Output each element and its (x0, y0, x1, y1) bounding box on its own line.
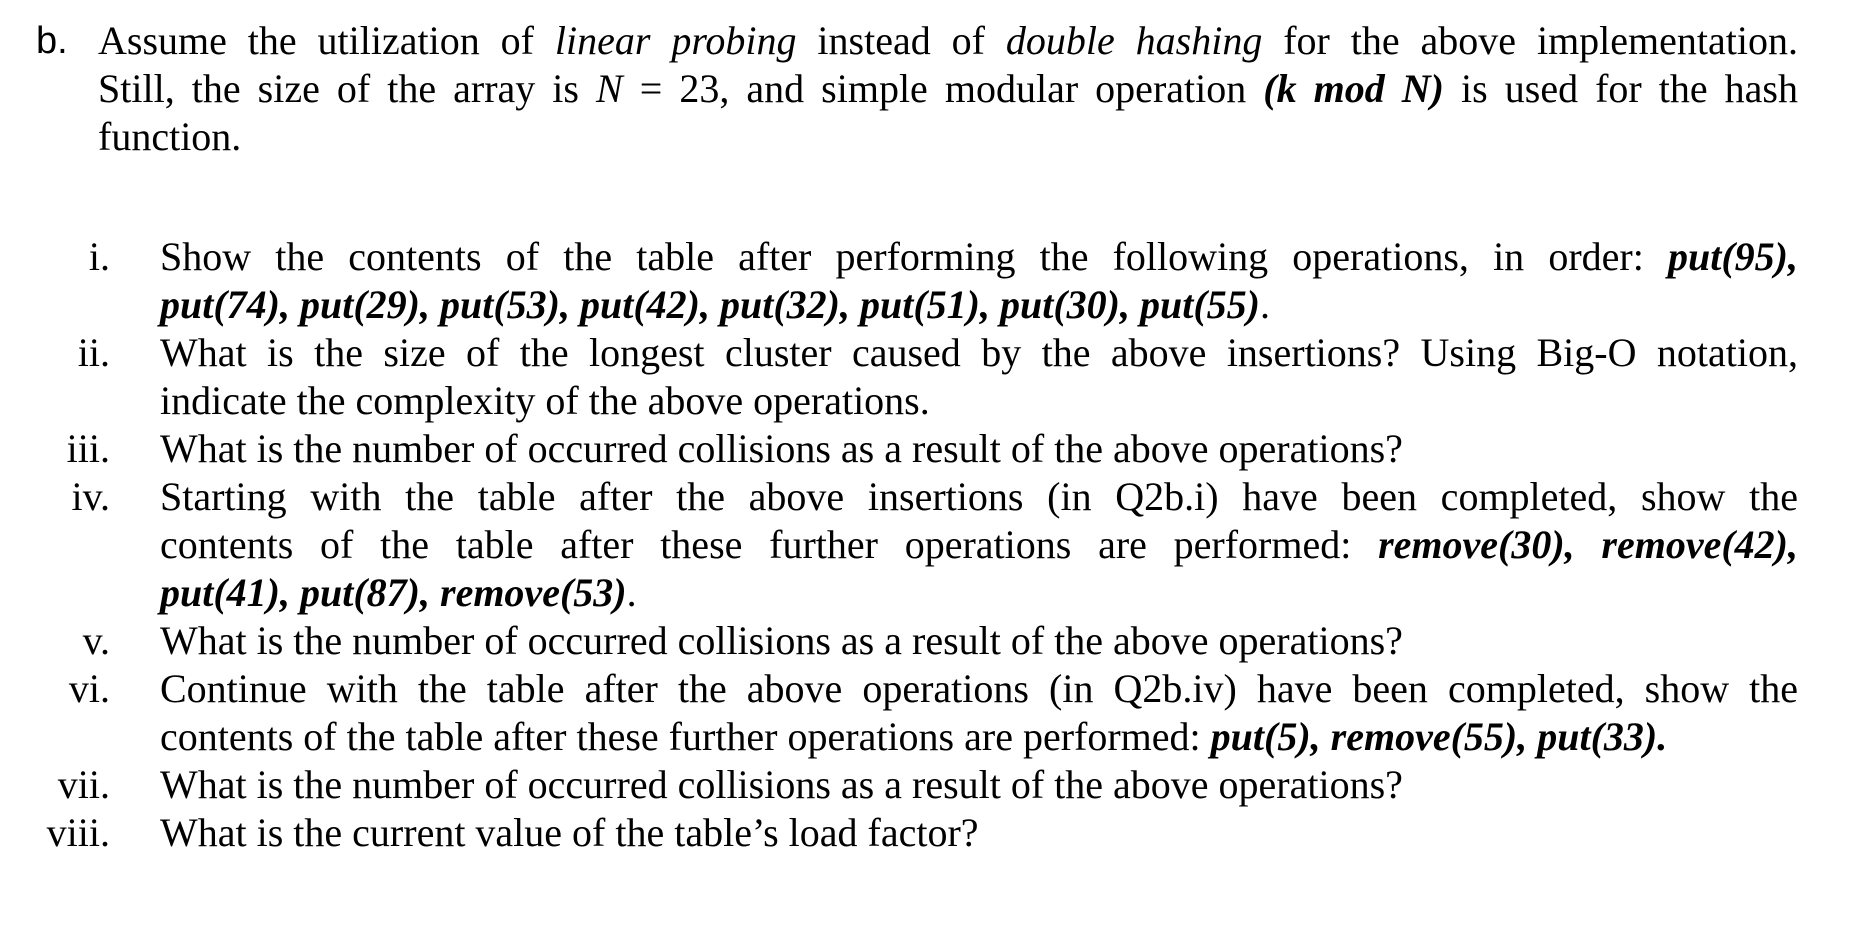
part-line-2: Still, the size of the array is N = 23, and simple modular operation (k mod N) is used for the hash (98, 66, 1799, 111)
part-line-1: Assume the utilization of linear probing instead of double hashing for the above implementation. (98, 18, 1799, 63)
item-i-line-1: Show the contents of the table after performing the following operations, in order: put(95), (160, 234, 1798, 279)
item-ii-line-2: indicate the complexity of the above operations. (160, 378, 930, 423)
item-vi-line-2: contents of the table after these further operations are performed: put(5), remove(55), put(33). (160, 714, 1668, 759)
item-number: vi. (68, 666, 110, 711)
part-label: b. (36, 20, 68, 62)
item-iv-line-2: contents of the table after these further operations are performed: remove(30), remove(42), (160, 522, 1798, 567)
item-v-line-1: What is the number of occurred collisions as a result of the above operations? (160, 618, 1403, 663)
item-number: v. (82, 618, 110, 663)
item-number: ii. (77, 330, 110, 375)
item-number: iii. (66, 426, 110, 471)
item-number: vii. (57, 762, 110, 807)
item-i-line-2: put(74), put(29), put(53), put(42), put(32), put(51), put(30), put(55). (160, 282, 1270, 327)
item-number: viii. (46, 810, 110, 855)
item-number: i. (88, 234, 110, 279)
item-vii-line-1: What is the number of occurred collisions as a result of the above operations? (160, 762, 1403, 807)
part-line-3: function. (98, 114, 242, 159)
item-viii-line-1: What is the current value of the table’s load factor? (160, 810, 979, 855)
item-iv-line-3: put(41), put(87), remove(53). (160, 570, 637, 615)
item-number: iv. (71, 474, 110, 519)
item-vi-line-1: Continue with the table after the above operations (in Q2b.iv) have been completed, show the (160, 666, 1798, 711)
item-iii-line-1: What is the number of occurred collisions as a result of the above operations? (160, 426, 1403, 471)
item-iv-line-1: Starting with the table after the above insertions (in Q2b.i) have been completed, show the (160, 474, 1798, 519)
item-ii-line-1: What is the size of the longest cluster caused by the above insertions? Using Big-O notation, (160, 330, 1798, 375)
